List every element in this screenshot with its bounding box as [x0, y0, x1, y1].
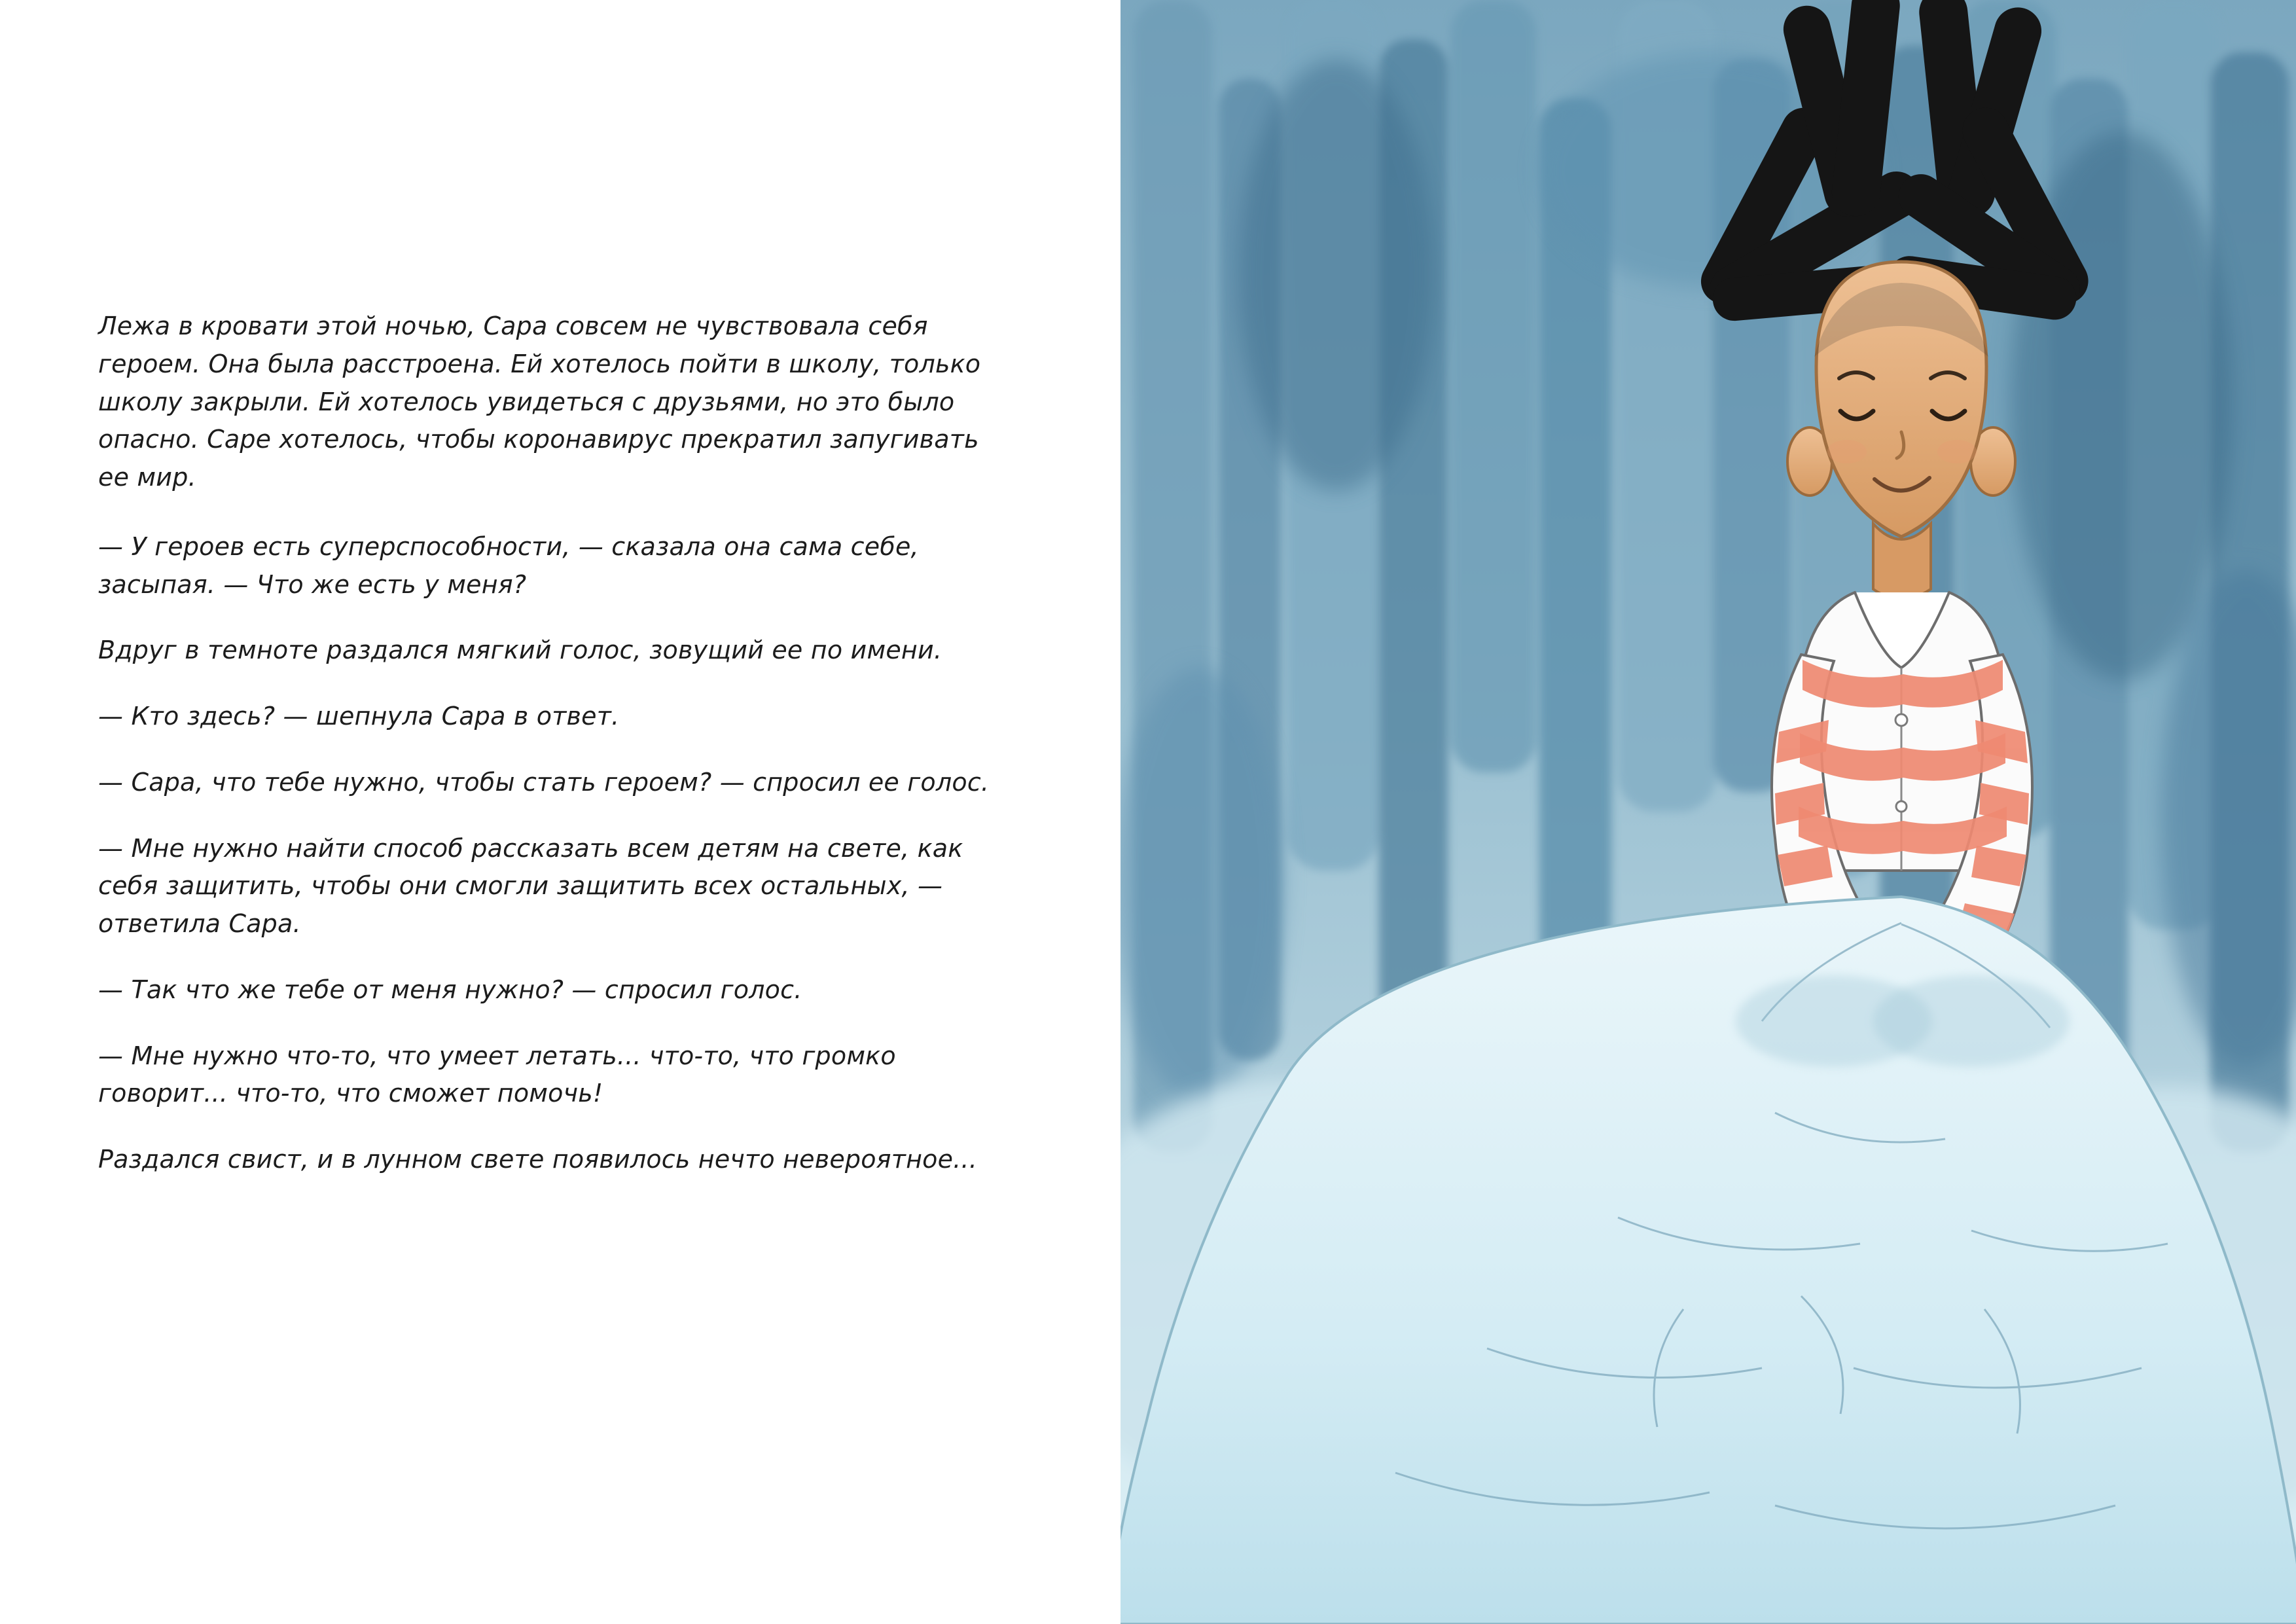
illustration-page [1121, 0, 2296, 1624]
paragraph: — Так что же тебе от меня нужно? — спросил голос. [98, 975, 802, 1004]
paragraph: Вдруг в темноте раздался мягкий голос, зовущий ее по имени. [98, 636, 942, 665]
paragraph: Лежа в кровати этой ночью, Сара совсем не чувствовала себя героем. Она была расстроена. Ей хотелось пойти в школу, только школу закрыли. Ей хотелось увидеться с друзьями, но это было опасно. Саре хотелось, чтобы коронавирус прекратил запугивать ее мир. [98, 312, 981, 492]
paragraph: — Сара, что тебе нужно, чтобы стать героем? — спросил ее голос. [98, 767, 990, 797]
story-text [98, 308, 1006, 1179]
watercolor-illustration [1121, 0, 2296, 1624]
paragraph: — У героев есть суперспособности, — сказала она сама себе, засыпая. — Что же есть у меня? [98, 532, 919, 599]
paragraph: Раздался свист, и в лунном свете появилось нечто невероятное... [98, 1145, 977, 1174]
text-page [0, 0, 1121, 1624]
paragraph: — Мне нужно найти способ рассказать всем детям на свете, как себя защитить, чтобы они смогли защитить всех остальных, — ответила Сара. [98, 833, 963, 938]
paragraph: — Кто здесь? — шепнула Сара в ответ. [98, 702, 620, 731]
paragraph: — Мне нужно что-то, что умеет летать... что-то, что громко говорит... что-то, что сможет помочь! [98, 1041, 896, 1108]
